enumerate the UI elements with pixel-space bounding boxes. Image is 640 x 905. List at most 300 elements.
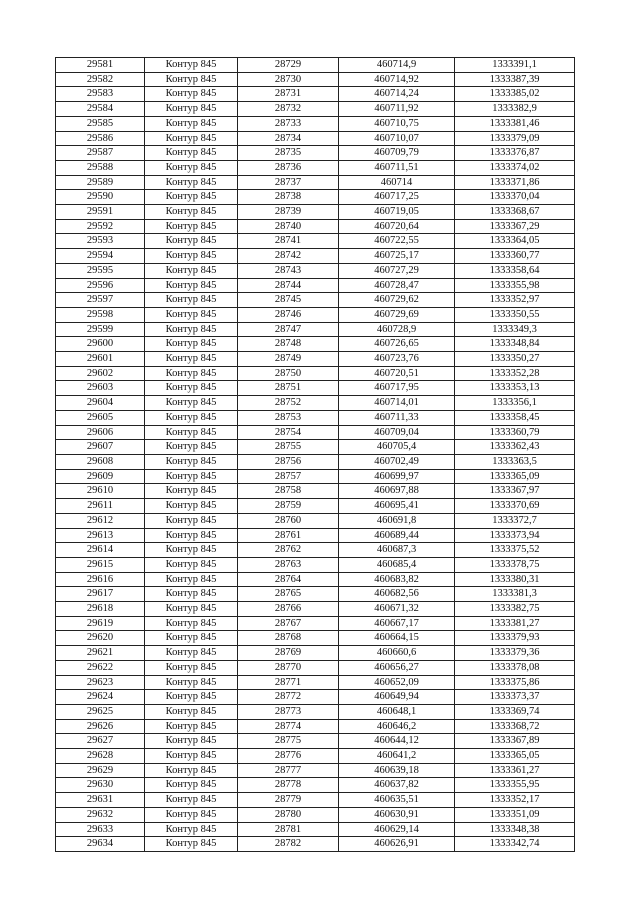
row-number-cell: 29602 [56,366,145,381]
x-coordinate-cell: 460711,51 [339,160,455,175]
y-coordinate-cell: 1333372,7 [455,513,575,528]
point-number-cell: 28782 [238,837,339,852]
x-coordinate-cell: 460660,6 [339,646,455,661]
contour-name-cell: Контур 845 [145,572,238,587]
point-number-cell: 28744 [238,278,339,293]
table-row [56,72,575,87]
x-coordinate-cell: 460637,82 [339,778,455,793]
y-coordinate-cell: 1333351,09 [455,807,575,822]
contour-name-cell: Контур 845 [145,719,238,734]
point-number-cell: 28773 [238,704,339,719]
x-coordinate-cell: 460687,3 [339,543,455,558]
table-row [56,587,575,602]
y-coordinate-cell: 1333367,29 [455,219,575,234]
row-number-cell: 29591 [56,205,145,220]
table-row [56,219,575,234]
table-row [56,778,575,793]
x-coordinate-cell: 460720,64 [339,219,455,234]
contour-name-cell: Контур 845 [145,749,238,764]
y-coordinate-cell: 1333367,89 [455,734,575,749]
point-number-cell: 28766 [238,602,339,617]
y-coordinate-cell: 1333352,17 [455,793,575,808]
x-coordinate-cell: 460726,65 [339,337,455,352]
table-row [56,719,575,734]
contour-name-cell: Контур 845 [145,352,238,367]
table-row [56,87,575,102]
point-number-cell: 28755 [238,440,339,455]
point-number-cell: 28770 [238,660,339,675]
row-number-cell: 29621 [56,646,145,661]
point-number-cell: 28739 [238,205,339,220]
x-coordinate-cell: 460644,12 [339,734,455,749]
table-row [56,175,575,190]
x-coordinate-cell: 460725,17 [339,249,455,264]
point-number-cell: 28759 [238,499,339,514]
y-coordinate-cell: 1333380,31 [455,572,575,587]
point-number-cell: 28745 [238,293,339,308]
point-number-cell: 28733 [238,116,339,131]
table-row [56,425,575,440]
row-number-cell: 29619 [56,616,145,631]
contour-name-cell: Контур 845 [145,557,238,572]
row-number-cell: 29586 [56,131,145,146]
contour-name-cell: Контур 845 [145,102,238,117]
row-number-cell: 29627 [56,734,145,749]
contour-name-cell: Контур 845 [145,278,238,293]
y-coordinate-cell: 1333368,72 [455,719,575,734]
y-coordinate-cell: 1333375,86 [455,675,575,690]
y-coordinate-cell: 1333381,27 [455,616,575,631]
x-coordinate-cell: 460717,25 [339,190,455,205]
contour-name-cell: Контур 845 [145,454,238,469]
row-number-cell: 29617 [56,587,145,602]
row-number-cell: 29628 [56,749,145,764]
point-number-cell: 28780 [238,807,339,822]
y-coordinate-cell: 1333381,3 [455,587,575,602]
table-row [56,396,575,411]
point-number-cell: 28760 [238,513,339,528]
table-row [56,763,575,778]
table-row [56,690,575,705]
point-number-cell: 28742 [238,249,339,264]
table-row [56,234,575,249]
y-coordinate-cell: 1333358,45 [455,410,575,425]
y-coordinate-cell: 1333367,97 [455,484,575,499]
contour-name-cell: Контур 845 [145,528,238,543]
row-number-cell: 29630 [56,778,145,793]
x-coordinate-cell: 460714,01 [339,396,455,411]
point-number-cell: 28749 [238,352,339,367]
y-coordinate-cell: 1333352,28 [455,366,575,381]
x-coordinate-cell: 460682,56 [339,587,455,602]
table-row [56,293,575,308]
x-coordinate-cell: 460720,51 [339,366,455,381]
row-number-cell: 29610 [56,484,145,499]
y-coordinate-cell: 1333391,1 [455,58,575,73]
contour-name-cell: Контур 845 [145,704,238,719]
y-coordinate-cell: 1333369,74 [455,704,575,719]
contour-name-cell: Контур 845 [145,469,238,484]
row-number-cell: 29588 [56,160,145,175]
point-number-cell: 28738 [238,190,339,205]
table-row [56,543,575,558]
y-coordinate-cell: 1333376,87 [455,146,575,161]
table-row [56,822,575,837]
row-number-cell: 29613 [56,528,145,543]
y-coordinate-cell: 1333353,13 [455,381,575,396]
table-row [56,410,575,425]
row-number-cell: 29633 [56,822,145,837]
x-coordinate-cell: 460714,9 [339,58,455,73]
table-row [56,160,575,175]
y-coordinate-cell: 1333370,04 [455,190,575,205]
y-coordinate-cell: 1333375,52 [455,543,575,558]
x-coordinate-cell: 460722,55 [339,234,455,249]
contour-name-cell: Контур 845 [145,675,238,690]
row-number-cell: 29595 [56,263,145,278]
point-number-cell: 28758 [238,484,339,499]
y-coordinate-cell: 1333350,27 [455,352,575,367]
y-coordinate-cell: 1333352,97 [455,293,575,308]
point-number-cell: 28761 [238,528,339,543]
x-coordinate-cell: 460705,4 [339,440,455,455]
table-row [56,572,575,587]
y-coordinate-cell: 1333342,74 [455,837,575,852]
table-row [56,190,575,205]
contour-name-cell: Контур 845 [145,484,238,499]
table-row [56,263,575,278]
x-coordinate-cell: 460626,91 [339,837,455,852]
row-number-cell: 29622 [56,660,145,675]
row-number-cell: 29607 [56,440,145,455]
row-number-cell: 29592 [56,219,145,234]
row-number-cell: 29590 [56,190,145,205]
point-number-cell: 28743 [238,263,339,278]
contour-name-cell: Контур 845 [145,160,238,175]
contour-name-cell: Контур 845 [145,58,238,73]
row-number-cell: 29600 [56,337,145,352]
contour-name-cell: Контур 845 [145,631,238,646]
contour-name-cell: Контур 845 [145,513,238,528]
x-coordinate-cell: 460714,92 [339,72,455,87]
row-number-cell: 29604 [56,396,145,411]
y-coordinate-cell: 1333381,46 [455,116,575,131]
row-number-cell: 29597 [56,293,145,308]
contour-name-cell: Контур 845 [145,205,238,220]
y-coordinate-cell: 1333358,64 [455,263,575,278]
y-coordinate-cell: 1333379,36 [455,646,575,661]
row-number-cell: 29583 [56,87,145,102]
table-row [56,837,575,852]
contour-name-cell: Контур 845 [145,322,238,337]
point-number-cell: 28731 [238,87,339,102]
row-number-cell: 29584 [56,102,145,117]
table-row [56,102,575,117]
x-coordinate-cell: 460685,4 [339,557,455,572]
row-number-cell: 29606 [56,425,145,440]
table-row [56,116,575,131]
table-row [56,704,575,719]
contour-name-cell: Контур 845 [145,219,238,234]
y-coordinate-cell: 1333348,84 [455,337,575,352]
contour-name-cell: Контур 845 [145,690,238,705]
x-coordinate-cell: 460683,82 [339,572,455,587]
row-number-cell: 29585 [56,116,145,131]
y-coordinate-cell: 1333360,77 [455,249,575,264]
coordinates-table [55,57,575,852]
row-number-cell: 29626 [56,719,145,734]
row-number-cell: 29593 [56,234,145,249]
contour-name-cell: Контур 845 [145,778,238,793]
contour-name-cell: Контур 845 [145,396,238,411]
x-coordinate-cell: 460711,92 [339,102,455,117]
contour-name-cell: Контур 845 [145,293,238,308]
y-coordinate-cell: 1333362,43 [455,440,575,455]
x-coordinate-cell: 460699,97 [339,469,455,484]
contour-name-cell: Контур 845 [145,410,238,425]
point-number-cell: 28765 [238,587,339,602]
contour-name-cell: Контур 845 [145,807,238,822]
x-coordinate-cell: 460649,94 [339,690,455,705]
table-row [56,484,575,499]
point-number-cell: 28763 [238,557,339,572]
x-coordinate-cell: 460697,88 [339,484,455,499]
row-number-cell: 29608 [56,454,145,469]
row-number-cell: 29624 [56,690,145,705]
row-number-cell: 29614 [56,543,145,558]
x-coordinate-cell: 460652,09 [339,675,455,690]
y-coordinate-cell: 1333350,55 [455,307,575,322]
x-coordinate-cell: 460648,1 [339,704,455,719]
x-coordinate-cell: 460714 [339,175,455,190]
y-coordinate-cell: 1333355,98 [455,278,575,293]
coordinates-table-body [56,58,575,852]
table-row [56,322,575,337]
table-row [56,58,575,73]
row-number-cell: 29634 [56,837,145,852]
point-number-cell: 28754 [238,425,339,440]
point-number-cell: 28752 [238,396,339,411]
table-row [56,469,575,484]
point-number-cell: 28779 [238,793,339,808]
point-number-cell: 28762 [238,543,339,558]
y-coordinate-cell: 1333361,27 [455,763,575,778]
table-row [56,675,575,690]
table-row [56,793,575,808]
point-number-cell: 28781 [238,822,339,837]
contour-name-cell: Контур 845 [145,131,238,146]
contour-name-cell: Контур 845 [145,763,238,778]
row-number-cell: 29598 [56,307,145,322]
point-number-cell: 28748 [238,337,339,352]
point-number-cell: 28777 [238,763,339,778]
row-number-cell: 29616 [56,572,145,587]
row-number-cell: 29594 [56,249,145,264]
row-number-cell: 29618 [56,602,145,617]
x-coordinate-cell: 460671,32 [339,602,455,617]
x-coordinate-cell: 460635,51 [339,793,455,808]
contour-name-cell: Контур 845 [145,837,238,852]
row-number-cell: 29609 [56,469,145,484]
x-coordinate-cell: 460664,15 [339,631,455,646]
point-number-cell: 28729 [238,58,339,73]
contour-name-cell: Контур 845 [145,602,238,617]
table-row [56,602,575,617]
x-coordinate-cell: 460710,07 [339,131,455,146]
y-coordinate-cell: 1333370,69 [455,499,575,514]
x-coordinate-cell: 460723,76 [339,352,455,367]
point-number-cell: 28753 [238,410,339,425]
table-row [56,528,575,543]
table-row [56,749,575,764]
contour-name-cell: Контур 845 [145,822,238,837]
table-row [56,454,575,469]
table-row [56,660,575,675]
point-number-cell: 28774 [238,719,339,734]
x-coordinate-cell: 460689,44 [339,528,455,543]
row-number-cell: 29625 [56,704,145,719]
x-coordinate-cell: 460728,47 [339,278,455,293]
contour-name-cell: Контур 845 [145,175,238,190]
x-coordinate-cell: 460729,62 [339,293,455,308]
contour-name-cell: Контур 845 [145,499,238,514]
y-coordinate-cell: 1333368,67 [455,205,575,220]
point-number-cell: 28756 [238,454,339,469]
x-coordinate-cell: 460709,79 [339,146,455,161]
contour-name-cell: Контур 845 [145,616,238,631]
row-number-cell: 29601 [56,352,145,367]
x-coordinate-cell: 460641,2 [339,749,455,764]
table-row [56,616,575,631]
contour-name-cell: Контур 845 [145,793,238,808]
point-number-cell: 28734 [238,131,339,146]
row-number-cell: 29615 [56,557,145,572]
row-number-cell: 29581 [56,58,145,73]
x-coordinate-cell: 460702,49 [339,454,455,469]
x-coordinate-cell: 460728,9 [339,322,455,337]
y-coordinate-cell: 1333379,09 [455,131,575,146]
contour-name-cell: Контур 845 [145,366,238,381]
table-row [56,249,575,264]
contour-name-cell: Контур 845 [145,440,238,455]
y-coordinate-cell: 1333379,93 [455,631,575,646]
row-number-cell: 29603 [56,381,145,396]
contour-name-cell: Контур 845 [145,234,238,249]
table-row [56,646,575,661]
table-row [56,205,575,220]
x-coordinate-cell: 460714,24 [339,87,455,102]
point-number-cell: 28741 [238,234,339,249]
x-coordinate-cell: 460695,41 [339,499,455,514]
y-coordinate-cell: 1333382,9 [455,102,575,117]
x-coordinate-cell: 460667,17 [339,616,455,631]
y-coordinate-cell: 1333348,38 [455,822,575,837]
x-coordinate-cell: 460629,14 [339,822,455,837]
point-number-cell: 28746 [238,307,339,322]
table-row [56,278,575,293]
y-coordinate-cell: 1333364,05 [455,234,575,249]
point-number-cell: 28771 [238,675,339,690]
contour-name-cell: Контур 845 [145,190,238,205]
point-number-cell: 28757 [238,469,339,484]
point-number-cell: 28764 [238,572,339,587]
contour-name-cell: Контур 845 [145,146,238,161]
table-row [56,146,575,161]
row-number-cell: 29629 [56,763,145,778]
contour-name-cell: Контур 845 [145,116,238,131]
x-coordinate-cell: 460727,29 [339,263,455,278]
row-number-cell: 29582 [56,72,145,87]
contour-name-cell: Контур 845 [145,87,238,102]
point-number-cell: 28735 [238,146,339,161]
table-row [56,499,575,514]
y-coordinate-cell: 1333374,02 [455,160,575,175]
y-coordinate-cell: 1333385,02 [455,87,575,102]
row-number-cell: 29611 [56,499,145,514]
table-row [56,337,575,352]
table-row [56,807,575,822]
row-number-cell: 29623 [56,675,145,690]
table-row [56,381,575,396]
row-number-cell: 29632 [56,807,145,822]
table-row [56,440,575,455]
x-coordinate-cell: 460709,04 [339,425,455,440]
y-coordinate-cell: 1333373,37 [455,690,575,705]
point-number-cell: 28767 [238,616,339,631]
point-number-cell: 28768 [238,631,339,646]
table-row [56,366,575,381]
table-row [56,307,575,322]
x-coordinate-cell: 460639,18 [339,763,455,778]
contour-name-cell: Контур 845 [145,543,238,558]
y-coordinate-cell: 1333355,95 [455,778,575,793]
x-coordinate-cell: 460717,95 [339,381,455,396]
contour-name-cell: Контур 845 [145,734,238,749]
point-number-cell: 28775 [238,734,339,749]
point-number-cell: 28736 [238,160,339,175]
row-number-cell: 29612 [56,513,145,528]
table-row [56,631,575,646]
contour-name-cell: Контур 845 [145,381,238,396]
x-coordinate-cell: 460719,05 [339,205,455,220]
row-number-cell: 29596 [56,278,145,293]
point-number-cell: 28737 [238,175,339,190]
y-coordinate-cell: 1333371,86 [455,175,575,190]
table-row [56,513,575,528]
contour-name-cell: Контур 845 [145,263,238,278]
y-coordinate-cell: 1333365,05 [455,749,575,764]
contour-name-cell: Контур 845 [145,72,238,87]
contour-name-cell: Контур 845 [145,307,238,322]
table-row [56,131,575,146]
point-number-cell: 28772 [238,690,339,705]
table-row [56,557,575,572]
y-coordinate-cell: 1333365,09 [455,469,575,484]
point-number-cell: 28778 [238,778,339,793]
table-row [56,352,575,367]
y-coordinate-cell: 1333363,5 [455,454,575,469]
row-number-cell: 29599 [56,322,145,337]
point-number-cell: 28769 [238,646,339,661]
x-coordinate-cell: 460630,91 [339,807,455,822]
y-coordinate-cell: 1333360,79 [455,425,575,440]
y-coordinate-cell: 1333373,94 [455,528,575,543]
y-coordinate-cell: 1333387,39 [455,72,575,87]
x-coordinate-cell: 460691,8 [339,513,455,528]
row-number-cell: 29605 [56,410,145,425]
table-row [56,734,575,749]
point-number-cell: 28751 [238,381,339,396]
